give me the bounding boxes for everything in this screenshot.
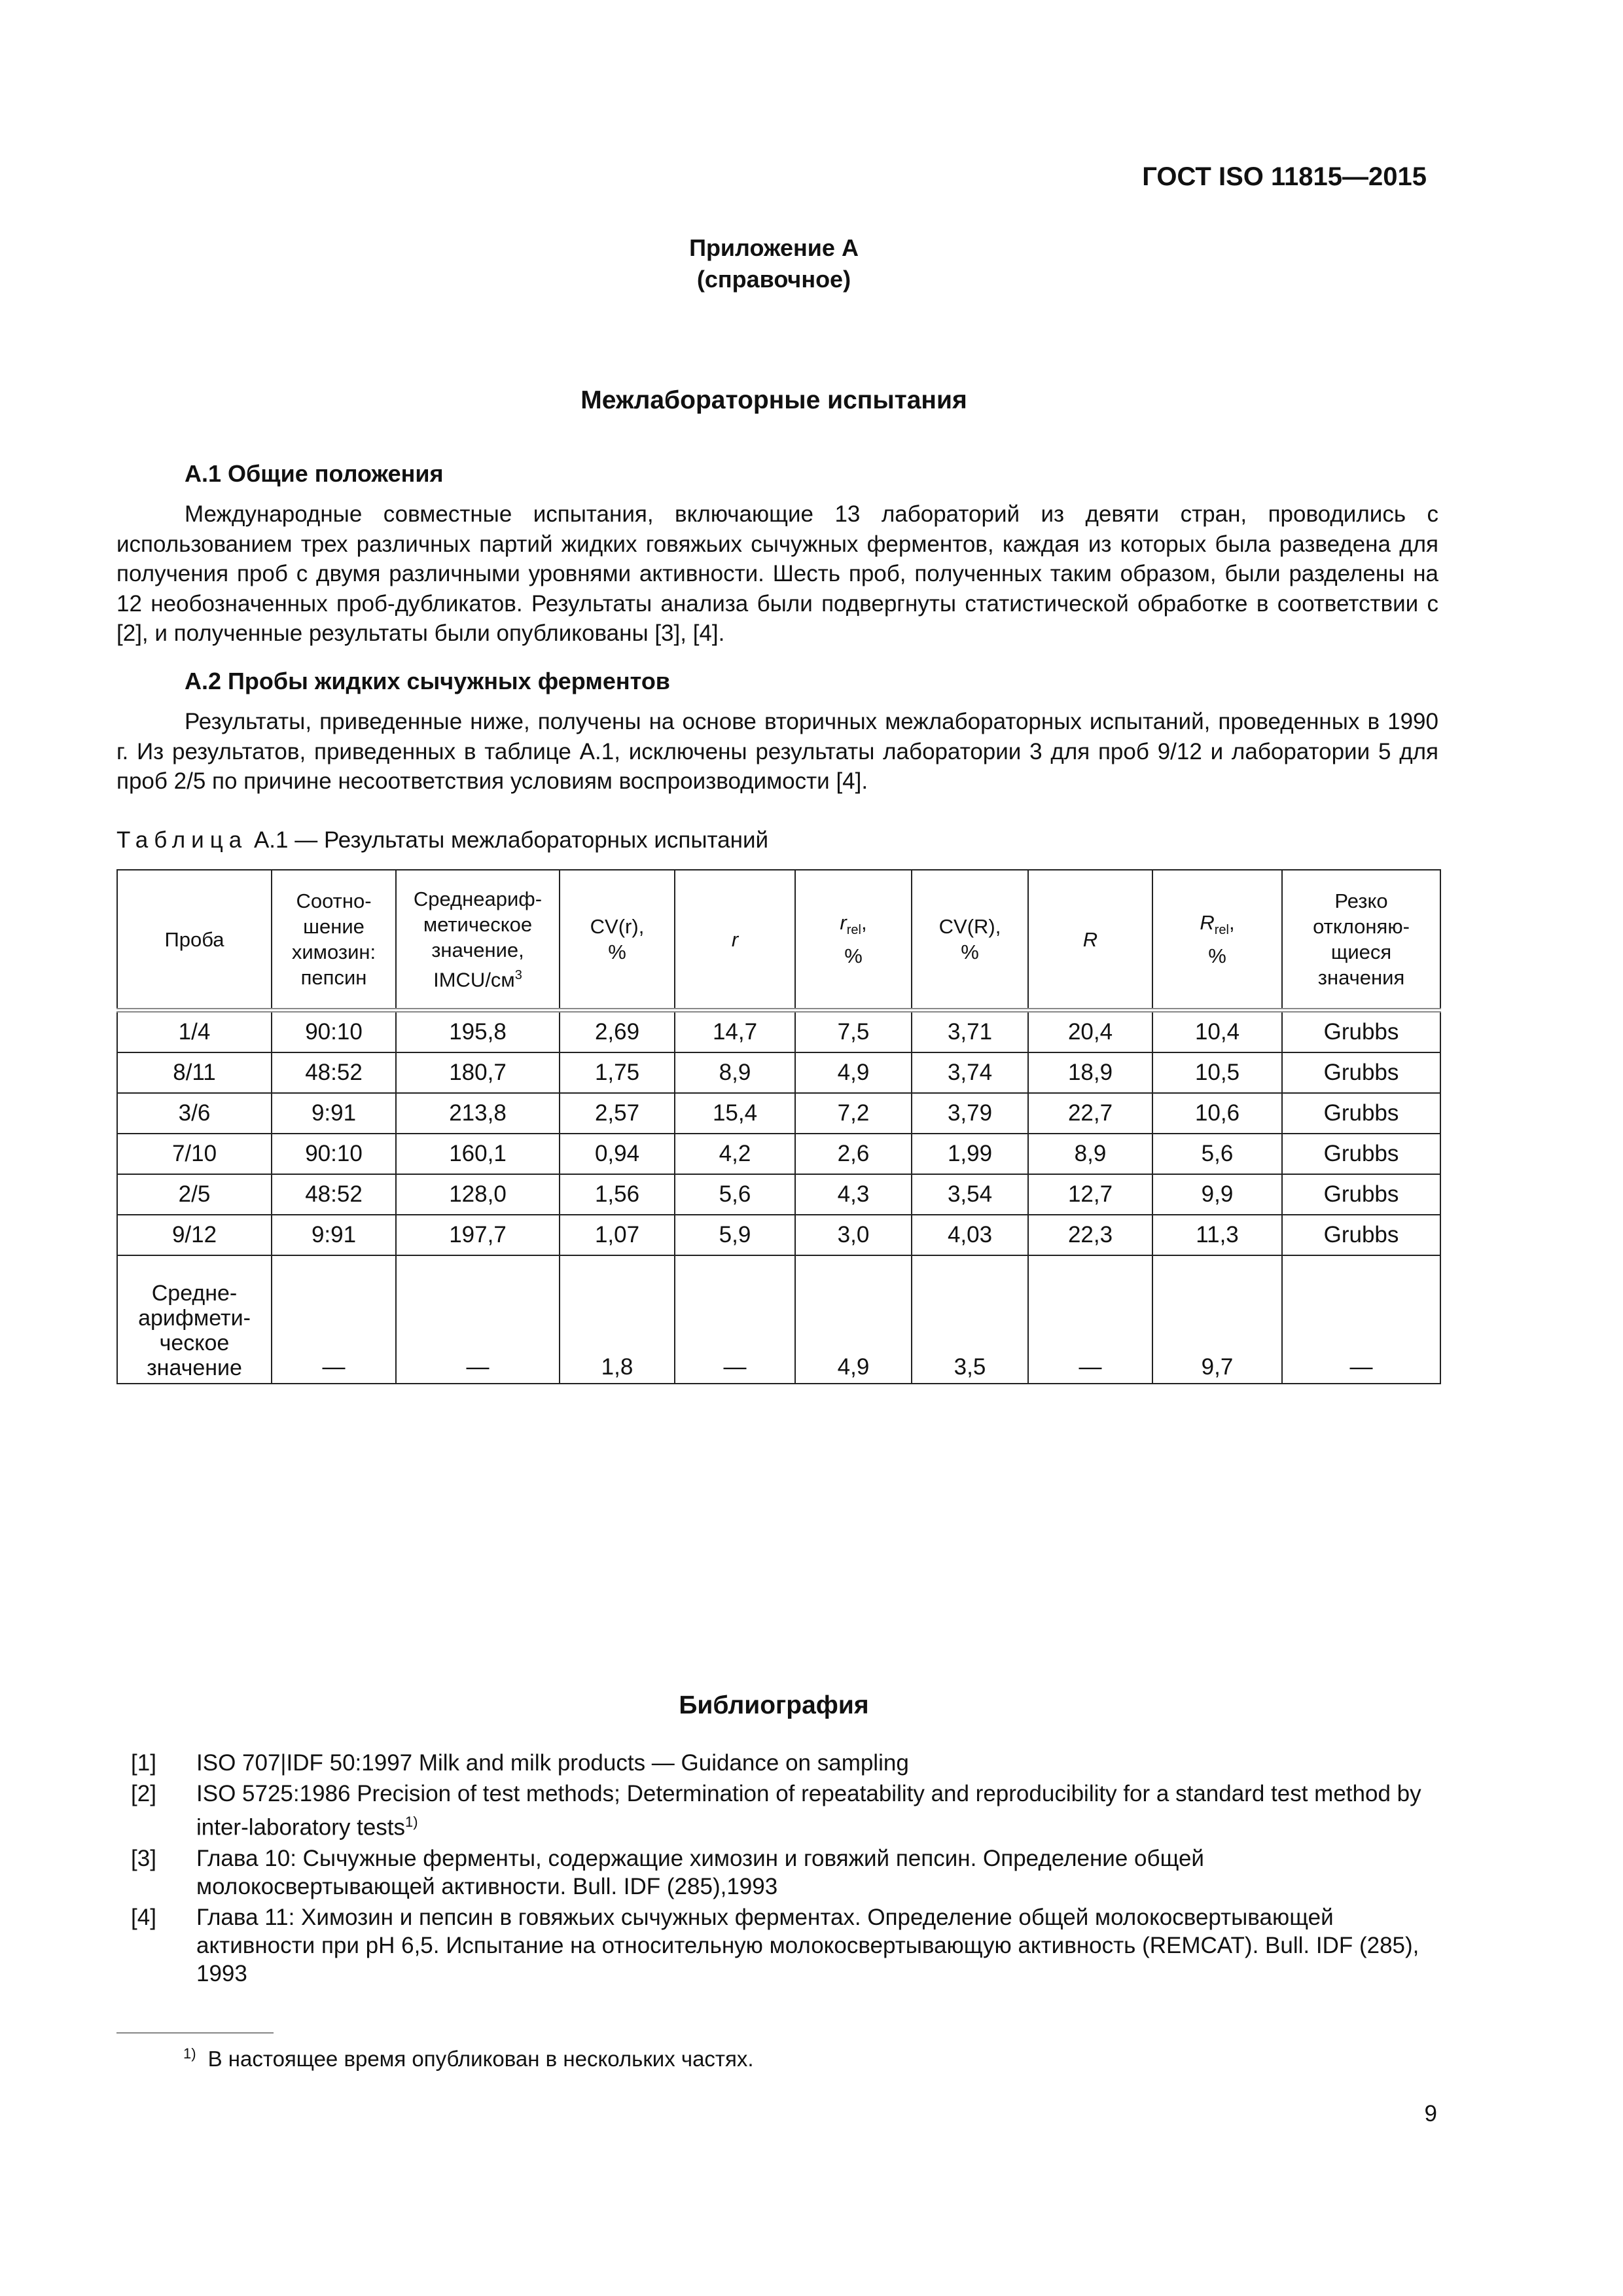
table-cell: 9/12 [117,1215,272,1255]
table-cell: 3,71 [912,1011,1028,1053]
footnote [183,2045,754,2072]
table-cell: 2,57 [560,1093,675,1134]
bibliography-item [131,1780,1440,1842]
page-number: 9 [1424,2101,1437,2126]
table-cell: Grubbs [1282,1215,1440,1255]
table-cell: 197,7 [396,1215,560,1255]
table-caption-word: Таблица [116,827,248,853]
table-cell: 90:10 [272,1011,396,1053]
table-cell: 11,3 [1152,1215,1282,1255]
table-row [117,1174,1440,1215]
table-cell: 10,4 [1152,1011,1282,1053]
bibliography-title: Библиография [679,1691,869,1719]
table-cell: 9:91 [272,1093,396,1134]
ref-number: [2] [131,1781,156,1806]
table-caption [116,827,768,853]
table-cell: 22,3 [1028,1215,1152,1255]
table-cell: Grubbs [1282,1174,1440,1215]
table-cell: 10,6 [1152,1093,1282,1134]
ref-text: Глава 10: Сычужные ферменты, содержащие химозин и говяжий пепсин. Определение общей молокосвертывающей активности. Bull. IDF (285),1993 [196,1845,1204,1899]
header-mean: Среднеариф- метическое значение, IMCU/$см^3$ [396,870,560,1011]
table-cell: 8,9 [675,1052,795,1093]
header-big-r: R [1028,870,1152,1011]
table-cell: 3,79 [912,1093,1028,1134]
bibliography-item [131,1903,1440,1988]
table-cell: 90:10 [272,1134,396,1174]
header-cv-big-r: CV(R), % [912,870,1028,1011]
table-cell: 7/10 [117,1134,272,1174]
table-cell: 9:91 [272,1215,396,1255]
table-cell: 5,9 [675,1215,795,1255]
table-cell: 3,5 [912,1255,1028,1384]
table-cell: 9,7 [1152,1255,1282,1384]
table-cell: 3,74 [912,1052,1028,1093]
section-text-a2: Результаты, приведенные ниже, получены на основе вторичных межлабораторных испытаний, проведенных в 1990 г. Из результатов, приведенных в таблице А.1, исключены результаты лаборатории 3 для проб 9/12 и лаборатории 5 для проб 2/5 по причине несоответствия условиям воспроизводимости [4]. [116,709,1438,794]
section-heading-a2: А.2 Пробы жидких сычужных ферментов [185,668,670,694]
table-cell: 15,4 [675,1093,795,1134]
standard-code: ГОСТ ISO 11815—2015 [1142,162,1427,191]
table-row [117,1093,1440,1134]
table-cell: Grubbs [1282,1093,1440,1134]
ref-text: ISO 5725:1986 Precision of test methods; Determination of repeatability and reproducibility for a standard test method by inter-laboratory tests$^{1)}$ [196,1781,1421,1840]
header-ratio: Соотно- шение химозин: пепсин [272,870,396,1011]
table-cell: Grubbs [1282,1011,1440,1053]
table-cell: — [1028,1255,1152,1384]
table-caption-title: А.1 — Результаты межлабораторных испытаний [247,827,769,853]
table-cell: 3,54 [912,1174,1028,1215]
table-cell: 8,9 [1028,1134,1152,1174]
table-cell: 22,7 [1028,1093,1152,1134]
table-cell: 4,3 [795,1174,912,1215]
bibliography-list [131,1749,1440,1990]
table-header-row [117,870,1440,1011]
table-cell: — [272,1255,396,1384]
annex-title: Межлабораторные испытания [580,386,967,414]
results-table [116,869,1441,1384]
table-cell: 4,2 [675,1134,795,1174]
table-cell: 1,75 [560,1052,675,1093]
ref-text: ISO 707|IDF 50:1997 Milk and milk products — Guidance on sampling [196,1750,909,1776]
table-cell: 7,5 [795,1011,912,1053]
table-row [117,1052,1440,1093]
table-cell: 4,9 [795,1052,912,1093]
header-r: r [675,870,795,1011]
table-cell: 48:52 [272,1174,396,1215]
footnote-ref-mark: 1) [405,1814,418,1830]
header-r-rel: $r_{rel}$, % [795,870,912,1011]
table-row [117,1011,1440,1053]
table-cell: 1,56 [560,1174,675,1215]
table-cell: 3,0 [795,1215,912,1255]
ref-number: [1] [131,1750,156,1776]
header-big-r-rel: $R_{rel}$, % [1152,870,1282,1011]
section-heading-a1: А.1 Общие положения [185,460,444,487]
footnote-text: В настоящее время опубликован в нескольких частях. [207,2047,754,2071]
annex-status: (справочное) [696,266,851,293]
table-cell: 0,94 [560,1134,675,1174]
table-row [117,1215,1440,1255]
ref-text: Глава 11: Химозин и пепсин в говяжьих сычужных ферментах. Определение общей молокосвертывающей активности при pH 6,5. Испытание на относительную молокосвертывающую активность (REMCAT). Bull. IDF (285), 1993 [196,1904,1419,1986]
table-cell: 1,8 [560,1255,675,1384]
table-body [117,1011,1440,1384]
table-row [117,1134,1440,1174]
table-cell: — [396,1255,560,1384]
table-cell: 4,9 [795,1255,912,1384]
table-cell: 5,6 [675,1174,795,1215]
header-outliers: Резко отклоняю- щиеся значения [1282,870,1440,1011]
table-cell: 1/4 [117,1011,272,1053]
table-cell: 48:52 [272,1052,396,1093]
table-cell: 3/6 [117,1093,272,1134]
table-cell: — [1282,1255,1440,1384]
table-cell: 12,7 [1028,1174,1152,1215]
section-text-a1: Международные совместные испытания, включающие 13 лабораторий из девяти стран, проводились с использованием трех различных партий жидких говяжьих сычужных ферментов, каждая из которых была разведена для получения проб с двумя различными уровнями активности. Шесть проб, полученных таким образом, были разделены на 12 необозначенных проб-дубликатов. Результаты анализа были подвергнуты статистической обработке в соответствии с [2], и полученные результаты были опубликованы [3], [4]. [116,501,1438,646]
header-cv-r: CV(r), % [560,870,675,1011]
table-cell: 160,1 [396,1134,560,1174]
table-cell: 18,9 [1028,1052,1152,1093]
table-cell: 128,0 [396,1174,560,1215]
table-cell: 8/11 [117,1052,272,1093]
table-cell: 10,5 [1152,1052,1282,1093]
table-cell: Grubbs [1282,1134,1440,1174]
table-cell: 20,4 [1028,1011,1152,1053]
table-row-mean [117,1255,1440,1384]
table-cell: 2,69 [560,1011,675,1053]
table-cell: 2/5 [117,1174,272,1215]
table-cell: 213,8 [396,1093,560,1134]
footnote-separator [116,2032,274,2034]
table-cell: 14,7 [675,1011,795,1053]
header-sample: Проба [117,870,272,1011]
footnote-mark: 1) [183,2045,196,2062]
table-cell: 5,6 [1152,1134,1282,1174]
ref-number: [3] [131,1845,156,1871]
table-cell: 195,8 [396,1011,560,1053]
annex-label [0,232,1548,295]
bibliography-item [131,1844,1440,1901]
table-cell: 180,7 [396,1052,560,1093]
table-cell: 7,2 [795,1093,912,1134]
bibliography-item [131,1749,1440,1777]
table-cell: — [675,1255,795,1384]
table-cell: Средне- арифмети- ческое значение [117,1255,272,1384]
table-cell: 2,6 [795,1134,912,1174]
annex-number: Приложение А [689,234,859,261]
ref-number: [4] [131,1904,156,1930]
table-cell: Grubbs [1282,1052,1440,1093]
table-cell: 9,9 [1152,1174,1282,1215]
table-cell: 1,07 [560,1215,675,1255]
table-cell: 1,99 [912,1134,1028,1174]
table-cell: 4,03 [912,1215,1028,1255]
